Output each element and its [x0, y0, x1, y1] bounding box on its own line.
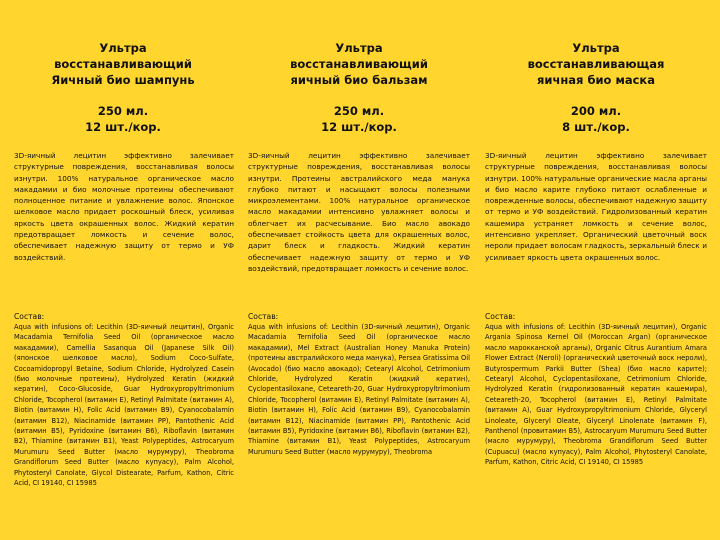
product-column-mask	[485, 0, 707, 468]
title-line: Яичный био шампунь	[51, 73, 195, 87]
product-description: 3D-яичный лецитин эффективно залечивает структурные повреждения, восстанавливая волосы изнутри. 100% натуральные органические масла арганы и био масло карите глубоко питают ослабленные и поврежденные волосы, обеспечивают надежную защиту от термо и УФ воздействий. Гидролизованный кератин кашемира устраняет ломкость и сечение волос, интенсивно укрепляет. Органический цветочный воск нероли придает волосам гладкость, зеркальный блеск и усиливает яркость цвета окрашенных волос.	[485, 151, 707, 262]
product-quantity	[485, 103, 707, 139]
composition-label: Состав:	[485, 312, 516, 321]
product-title	[248, 40, 470, 88]
composition-text: Aqua with infusions of: Lecithin (3D-яичный лецитин), Organic Macadamia Ternifolia Seed Oil (органическое масло макадамии), Mel Extract (Australian Honey Manuka Protein) (протеины австралийского меда манука), Persea Gratissima Oil (Avocado) (био масло авокадо); Cetearyl Alcohol, Cetrimonium Chloride, Hydrolyzed Keratin (жидкий кератин), Cyclopentasiloxane, Ceteareth-20, Guar Hydroxypropyltrimonium Chloride, Tocopherol (витамин E), Retinyl Palmitate (витамин A), Biotin (витамин H), Folic Acid (витамин B9), Cyanocobalamin (витамин B12), Niacinamide (витамин PP), Pantothenic Acid (витамин B5), Pyridoxine (витамин B6), Riboflavin (витамин B2), Thiamine (витамин B1), Yeast Polypeptides, Astrocaryum Murumuru Seed Butter (масло мурумуру), Theobroma	[248, 323, 470, 456]
composition-label: Состав:	[248, 312, 279, 321]
volume: 250 мл.	[97, 104, 149, 118]
pack-count: 8 шт./кор.	[562, 120, 630, 134]
pack-count: 12 шт./кор.	[85, 120, 161, 134]
product-description: 3D-яичный лецитин эффективно залечивает структурные повреждения, восстанавливая волосы изнутри. 100% натуральное органическое масло макадамии и био молочные протеины обеспечивают полноценное питание и увлажнение волос. Японское шелковое масло придает роскошный блеск, усиливая яркость цвета окрашенных волос. Жидкий кератин предотвращает ломкость и сечение волос, обеспечивает надежную защиту от термо и УФ воздействий.	[14, 151, 234, 262]
composition-text: Aqua with infusions of: Lecithin (3D-яичный лецитин), Organic Argania Spinosa Kernel Oil (Moroccan Argan) (органическое масло марокканской арганы), Organic Citrus Aurantium Amara Flower Extract (Neroli) (органический цветочный воск нероли), Butyrospermum Parkii Butter (Shea) (био масло карите); Cetearyl Alcohol, Cyclopentasiloxane, Cetrimonium Chloride, Hydrolyzed Keratin (гидролизованный кератин кашемира), Ceteareth-20, Tocopherol (витамин E), Retinyl Palmitate (витамин A), Guar Hydroxypropyltrimonium Chloride, Glyceryl Linoleate, Glyceryl Oleate, Glyceryl Linolenate (витамин F), Panthenol (провитамин B5), Astrocaryum Murumuru Seed Butter (масло мурумуру), Theobroma Grandiflorum Seed Butter (Cupuacu) (масло купуасу), Palm Alcohol, Phytosteryl Canolate, Parfum, Kathon, Citric Acid, CI 19140, CI 15985	[485, 323, 707, 467]
product-quantity	[12, 103, 234, 139]
title-line: восстанавливающая	[527, 57, 665, 71]
product-quantity	[248, 103, 470, 139]
product-column-balm	[248, 0, 470, 457]
product-column-shampoo	[12, 0, 234, 489]
product-title	[485, 40, 707, 88]
pack-count: 12 шт./кор.	[321, 120, 397, 134]
title-line: Ультра	[99, 41, 147, 55]
title-line: восстанавливающий	[290, 57, 428, 71]
title-line: яичный био бальзам	[290, 73, 428, 87]
composition-text: Aqua with infusions of: Lecithin (3D-яичный лецитин), Organic Macadamia Ternifolia Seed Oil (органическое масло макадамии), Camellia Sasanqua Oil (Japanese Silk Oil) (японское шелковое масло), Sodium Coco-Sulfate, Cocoamidopropyl Betaine, Sodium Chloride, Hydrolyzed Casein (био молочные протеины), Hydrolyzed Keratin (жидкий кератин), Coco-Glucoside, Guar Hydroxypropyltrimonium Chloride, Tocopherol (витамин E), Retinyl Palmitate (витамин A), Biotin (витамин H), Folic Acid (витамин B9), Cyanocobalamin (витамин B12), Niacinamide (витамин PP), Pantothenic Acid (витамин B5), Pyridoxine (витамин B6), Riboflavin (витамин B2), Thiamine (витамин B1), Yeast Polypeptides, Astrocaryum Murumuru Seed Butter (масло мурумуру), Theobroma Grandiflorum Seed Butter (масло купуасу), Palm Alcohol, Phytosteryl Canolate, Glycol Distearate, Parfum, Kathon, Citric Acid, CI 19140, CI 15985	[14, 323, 234, 488]
volume: 250 мл.	[333, 104, 385, 118]
title-line: Ультра	[572, 41, 620, 55]
volume: 200 мл.	[570, 104, 622, 118]
title-line: восстанавливающий	[54, 57, 192, 71]
product-title	[12, 40, 234, 88]
title-line: Ультра	[335, 41, 383, 55]
title-line: яичная био маска	[537, 73, 655, 87]
composition-label: Состав:	[14, 312, 45, 321]
product-description: 3D-яичный лецитин эффективно залечивает структурные повреждения, восстанавливая волосы изнутри. Протеины австралийского меда манука глубоко питают и насыщают волосы полезными микроэлементами. 100% натуральное органическое масло макадамии интенсивно увлажняет волосы и облегчает их расчесывание. Био масло авокадо обеспечивает стойкость цвета для окрашенных волос, дарит блеск и гладкость. Жидкий кератин обеспечивает надежную защиту от термо и УФ воздействий, предотвращает ломкость и сечение волос.	[248, 151, 470, 273]
